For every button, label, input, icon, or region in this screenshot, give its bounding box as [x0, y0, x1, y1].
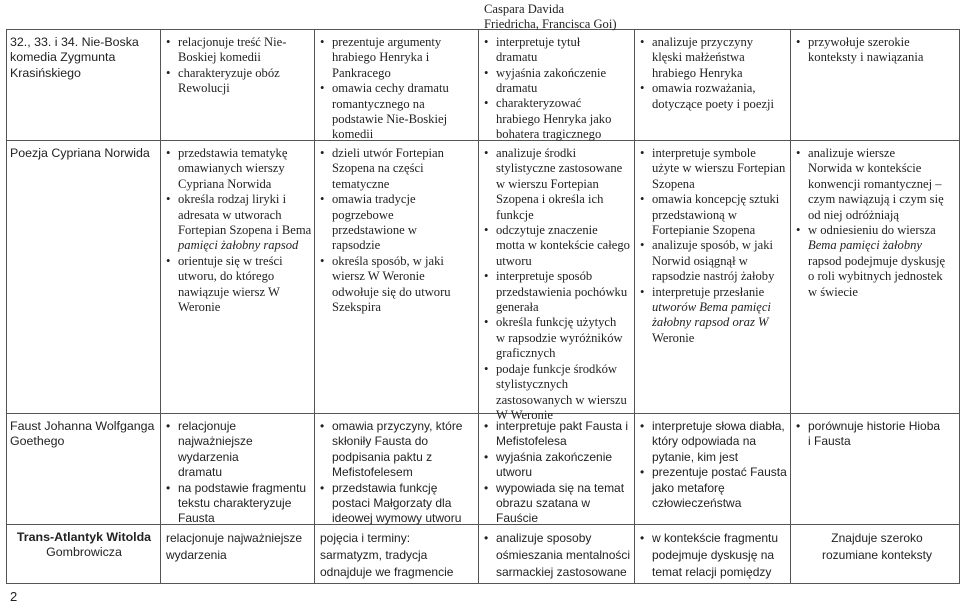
list-item: • omawia przyczyny, które — [320, 419, 476, 434]
list-item: dramatu — [178, 465, 223, 480]
row3-topic — [10, 419, 158, 450]
cell-line: wydarzenia — [166, 548, 227, 562]
list-item: tekstu charakteryzuje — [178, 496, 292, 511]
row-divider-3 — [6, 524, 960, 525]
list-item: • przedstawia funkcję — [320, 481, 476, 496]
list-item: Fortepian Szopena i Bema — [178, 223, 312, 238]
list-item: konwencji romantycznej – — [808, 176, 942, 191]
list-item: adresata w utworach — [178, 207, 282, 222]
row2-col2 — [320, 146, 476, 315]
list-item: pogrzebowe — [332, 207, 394, 222]
cell-header-line: Caspara Davida — [484, 2, 565, 16]
topic-line: Krasińskiego — [10, 65, 81, 80]
list-item: Mefistofelesa — [496, 434, 567, 449]
list-item: Szekspira — [332, 300, 381, 315]
list-item: klęski małżeństwa — [652, 50, 745, 65]
list-item: hrabiego Henryka — [652, 65, 743, 80]
list-item: • orientuje się w treści — [166, 254, 312, 269]
list-item: Weronie — [652, 330, 695, 345]
row2-col1 — [166, 146, 312, 315]
list-item: dramatu — [496, 50, 538, 65]
topic-line: komedia Zygmunta — [10, 50, 116, 65]
list-item: • odczytuje znaczenie — [484, 223, 634, 238]
table-top-border — [6, 29, 960, 30]
list-item: • w kontekście fragmentu — [640, 530, 790, 547]
list-item: podejmuje dyskusję na — [652, 548, 775, 562]
list-item: Weronie — [178, 300, 221, 315]
list-item: utworów Bema pamięci — [652, 300, 771, 315]
topic-line — [10, 530, 158, 545]
list-item: zastosowanych w wierszu — [496, 392, 627, 407]
row4-col3 — [484, 530, 634, 581]
list-item: tematyczne — [332, 176, 390, 191]
list-item: Bema pamięci żałobny — [808, 238, 923, 253]
col-border-0 — [6, 29, 7, 584]
row-divider-2 — [6, 413, 960, 414]
list-item: przedstawioną w — [652, 207, 737, 222]
list-item: przedstawione w — [332, 223, 417, 238]
row1-col3 — [484, 2, 634, 143]
list-item: motta w kontekście całego — [496, 238, 630, 253]
cell-line: sarmatyzm, tradycja — [320, 548, 428, 562]
list-item: • omawia tradycje — [320, 192, 476, 207]
list-item: Mefistofelesem — [332, 465, 413, 480]
list-item: • w odniesieniu do wiersza — [796, 223, 958, 238]
list-item: ideowej wymowy utworu — [332, 511, 462, 526]
list-item: Boskiej komedii — [178, 50, 261, 65]
row3-col1 — [166, 419, 312, 527]
col-border-2 — [314, 29, 315, 584]
list-item: w świecie — [808, 284, 859, 299]
cell-line: pojęcia i terminy: — [320, 531, 411, 545]
list-item: • określa funkcję użytych — [484, 315, 634, 330]
list-item: od niej odróżniają — [808, 207, 899, 222]
list-item: hrabiego Henryka i — [332, 50, 430, 65]
row4-col5 — [796, 530, 958, 564]
list-item: wiersz W Weronie — [332, 269, 425, 284]
list-item: omawianych wierszy — [178, 161, 285, 176]
list-item: przedstawienia pochówku — [496, 284, 628, 299]
row1-col1 — [166, 35, 312, 97]
list-item: generała — [496, 300, 539, 315]
table-bottom-border — [6, 583, 960, 584]
list-item: • charakteryzuje obóz — [166, 66, 312, 81]
list-item: postaci Małgorzaty dla — [332, 496, 452, 511]
list-item: • prezentuje argumenty — [320, 35, 476, 50]
list-item: • analizuje sposoby — [484, 530, 634, 547]
list-item: • interpretuje przesłanie — [640, 285, 790, 300]
list-item: odwołuje się do utworu — [332, 284, 451, 299]
list-item: • wypowiada się na temat — [484, 481, 634, 496]
row3-col4 — [640, 419, 790, 511]
list-item: Fausta — [178, 511, 215, 526]
col-border-1 — [160, 29, 161, 584]
list-item: funkcje — [496, 207, 534, 222]
list-item: Szopena na części — [332, 161, 424, 176]
list-item: i Fausta — [808, 434, 851, 449]
list-item: • przedstawia tematykę — [166, 146, 312, 161]
list-item: w rapsodzie wyróżników — [496, 330, 623, 345]
list-item: skłoniły Fausta do — [332, 434, 429, 449]
row3-col3 — [484, 419, 634, 527]
row-divider-1 — [6, 140, 960, 141]
col-border-3 — [478, 29, 479, 584]
list-item: w wierszu Fortepian — [496, 176, 599, 191]
list-item: który odpowiada na — [652, 434, 757, 449]
row4-col2 — [320, 530, 476, 581]
list-item: • wyjaśnia zakończenie — [484, 66, 634, 81]
list-item: • relacjonuje — [166, 419, 312, 434]
list-item: rapsodzie nastrój żałoby — [652, 269, 775, 284]
list-item: romantycznego na — [332, 96, 425, 111]
list-item: rapsod podejmuje dyskusję — [808, 253, 946, 268]
list-item: Pankracego — [332, 65, 391, 80]
list-item: • wyjaśnia zakończenie — [484, 450, 634, 465]
list-item: Szopena i określa ich — [496, 192, 604, 207]
cell-header-line: Friedricha, Francisca Goi) — [484, 17, 617, 32]
list-item: • prezentuje postać Fausta — [640, 465, 790, 480]
list-item: o roli wybitnych jednostek — [808, 269, 943, 284]
list-item: • analizuje przyczyny — [640, 35, 790, 50]
list-item: dotyczące poety i poezji — [652, 96, 775, 111]
list-item: utworu, do którego — [178, 269, 275, 284]
topic-text: Trans-Atlantyk Witolda — [16, 530, 152, 544]
list-item: Norwida w kontekście — [808, 161, 922, 176]
row1-col5 — [796, 35, 958, 66]
list-item: • omawia rozważania, — [640, 81, 790, 96]
topic-line: Poezja Cypriana Norwida — [10, 146, 150, 160]
col-border-4 — [634, 29, 635, 584]
list-item: • interpretuje tytuł — [484, 35, 634, 50]
list-item: • relacjonuje treść Nie- — [166, 35, 312, 50]
topic-line: Faust Johanna Wolfganga — [10, 419, 155, 433]
list-item: Cypriana Norwida — [178, 176, 272, 191]
list-item: jako metaforę — [652, 480, 725, 495]
list-item: bohatera tragicznego — [496, 127, 602, 142]
page-number: 2 — [10, 589, 18, 604]
list-item: • analizuje wiersze — [796, 146, 958, 161]
list-item: • interpretuje symbole — [640, 146, 790, 161]
row2-topic — [10, 146, 158, 161]
topic-line — [10, 35, 158, 50]
row1-col2 — [320, 35, 476, 143]
list-item: • interpretuje pakt Fausta i — [484, 419, 634, 434]
list-item: • charakteryzować — [484, 96, 634, 111]
list-item: obrazu szatana w Fauście — [496, 496, 591, 526]
list-item: Szopena — [652, 176, 695, 191]
list-item: utworu — [496, 465, 533, 480]
list-item: • określa sposób, w jaki — [320, 254, 476, 269]
list-item: ośmieszania mentalności — [496, 548, 631, 562]
list-item: • dzieli utwór Fortepian — [320, 146, 476, 161]
list-item: • na podstawie fragmentu — [166, 481, 312, 496]
cell-line: Znajduje szeroko — [831, 531, 923, 545]
topic-line: Gombrowicza — [46, 545, 122, 560]
list-item: • interpretuje sposób — [484, 269, 634, 284]
row2-col4 — [640, 146, 790, 346]
list-item: • analizuje sposób, w jaki — [640, 238, 790, 253]
list-item: • przywołuje szerokie — [796, 35, 958, 50]
list-item: Rewolucji — [178, 81, 230, 96]
list-item: żałobny rapsod oraz W — [652, 315, 769, 330]
list-item: człowieczeństwa — [652, 496, 742, 511]
list-item: • analizuje środki — [484, 146, 634, 161]
row1-topic — [10, 35, 158, 81]
cell-line: odnajduje we fragmencie — [320, 565, 454, 579]
list-item: Fortepianie Szopena — [652, 223, 756, 238]
list-item: rapsodzie — [332, 238, 381, 253]
list-item: dramatu — [496, 81, 538, 96]
row4-topic — [10, 530, 158, 561]
row3-col5 — [796, 419, 958, 450]
list-item: • porównuje historie Hioba — [796, 419, 958, 434]
list-item: stylistycznych — [496, 377, 569, 392]
row4-col1 — [166, 530, 312, 564]
row2-col5 — [796, 146, 958, 300]
list-item: nawiązuje wiersz W — [178, 284, 280, 299]
list-item: • podaje funkcje środków — [484, 362, 634, 377]
list-item: najważniejsze wydarzenia — [178, 434, 253, 464]
list-item: • omawia cechy dramatu — [320, 81, 476, 96]
list-item: komedii — [332, 127, 374, 142]
list-item: pytanie, kim jest — [652, 449, 739, 464]
list-item: podpisania paktu z — [332, 449, 433, 464]
list-item: czym nawiązują i czym się — [808, 192, 944, 207]
list-item: graficznych — [496, 346, 556, 361]
list-item: • omawia koncepcję sztuki — [640, 192, 790, 207]
list-item: stylistyczne zastosowane — [496, 161, 623, 176]
list-item: podstawie Nie-Boskiej — [332, 112, 448, 127]
topic-line: Goethego — [10, 434, 65, 449]
list-item: konteksty i nawiązania — [808, 50, 924, 65]
list-item: pamięci żałobny rapsod — [178, 238, 299, 253]
list-item: temat relacji pomiędzy — [652, 565, 772, 579]
list-item: użyte w wierszu Fortepian — [652, 161, 786, 176]
cell-line: rozumiane konteksty — [821, 548, 933, 562]
list-item: utworu — [496, 253, 532, 268]
list-item: Norwid osiągnął w — [652, 253, 748, 268]
row4-col4 — [640, 530, 790, 581]
list-item: • interpretuje słowa diabła, — [640, 419, 790, 434]
row3-col2 — [320, 419, 476, 527]
list-item: • określa rodzaj liryki i — [166, 192, 312, 207]
topic-text: 32., 33. i 34. Nie-Boska — [10, 35, 139, 49]
list-item: W Weronie — [496, 407, 553, 422]
row1-col4 — [640, 35, 790, 112]
list-item: sarmackiej zastosowane — [496, 565, 627, 579]
row2-col3 — [484, 146, 634, 423]
cell-line: relacjonuje najważniejsze — [166, 531, 303, 545]
list-item: hrabiego Henryka jako — [496, 111, 612, 126]
col-border-5 — [790, 29, 791, 584]
